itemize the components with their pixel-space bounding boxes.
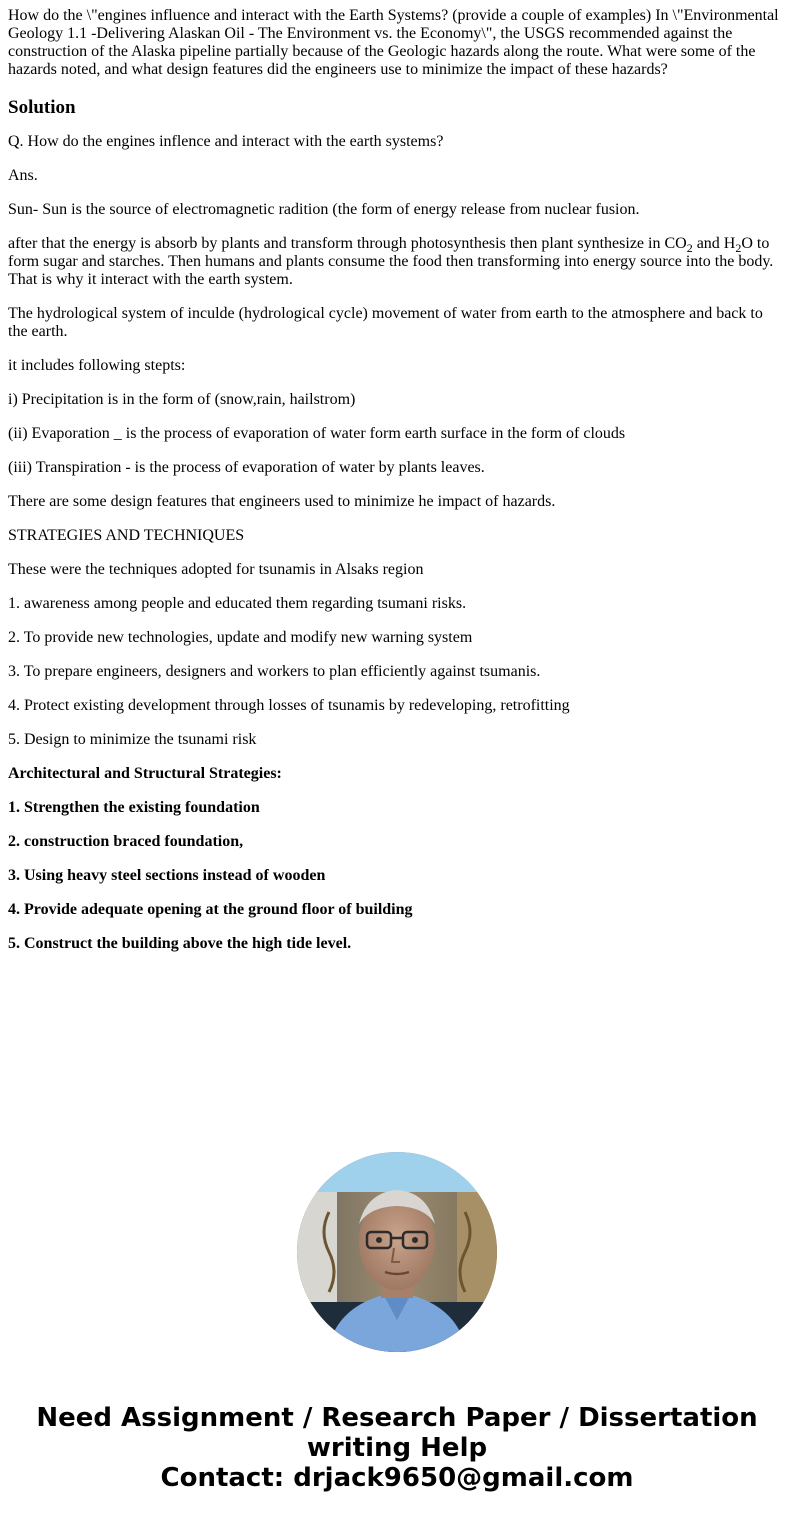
promo-line-2: writing Help <box>306 1433 488 1463</box>
promo-line-1: Need Assignment / Research Paper / Dissertation <box>36 1403 758 1433</box>
technique-item: 4. Protect existing development through losses of tsunamis by redeveloping, retrofitting <box>8 697 570 714</box>
design-intro: There are some design features that engineers used to minimize he impact of hazards. <box>8 493 556 510</box>
photosynthesis-text-1: after that the energy is absorb by plants and transform through photosynthesis then plant synthesize in CO <box>8 235 687 252</box>
promo-contact-line: Contact: drjack9650@gmail.com <box>160 1463 634 1493</box>
sun-paragraph: Sun- Sun is the source of electromagnetic radition (the form of energy release from nuclear fusion. <box>8 201 640 218</box>
tsunami-intro: These were the techniques adopted for tsunamis in Alsaks region <box>8 561 424 578</box>
architectural-item: 1. Strengthen the existing foundation <box>8 799 260 816</box>
step-precipitation: i) Precipitation is in the form of (snow,rain, hailstrom) <box>8 391 356 408</box>
architectural-item: 5. Construct the building above the high tide level. <box>8 935 352 952</box>
architectural-item: 3. Using heavy steel sections instead of wooden <box>8 867 326 884</box>
technique-item: 5. Design to minimize the tsunami risk <box>8 731 257 748</box>
strategies-heading: STRATEGIES AND TECHNIQUES <box>8 527 245 544</box>
photosynthesis-paragraph <box>8 235 786 289</box>
solution-heading: Solution <box>8 97 76 118</box>
question-text: How do the \"engines influence and interact with the Earth Systems? (provide a couple of examples) In \"Environmental Geology 1.1 -Delivering Alaskan Oil - The Environment vs. the Economy\", the USGS recommended against the construction of the Alaska pipeline partially because of the Geologic hazards along the route. What were some of the hazards noted, and what design features did the engineers use to minimize the impact of these hazards? <box>8 7 779 78</box>
architectural-heading: Architectural and Structural Strategies: <box>8 765 282 782</box>
step-transpiration: (iii) Transpiration - is the process of evaporation of water by plants leaves. <box>8 459 485 476</box>
steps-intro: it includes following stepts: <box>8 357 186 374</box>
answer-section <box>8 133 786 953</box>
subscript-2-co2: 2 <box>686 241 693 255</box>
technique-item: 2. To provide new technologies, update and modify new warning system <box>8 629 473 646</box>
architectural-item: 4. Provide adequate opening at the ground floor of building <box>8 901 413 918</box>
technique-item: 1. awareness among people and educated them regarding tsumani risks. <box>8 595 467 612</box>
promo-banner <box>0 1403 794 1493</box>
avatar-portrait-image <box>297 1152 497 1352</box>
technique-item: 3. To prepare engineers, designers and workers to plan efficiently against tsumanis. <box>8 663 541 680</box>
photosynthesis-text-3: O to form sugar and starches. Then humans and plants consume the food then transforming into energy source into the body. That is why it interact with the earth system. <box>8 235 774 288</box>
tutor-avatar <box>297 1152 497 1352</box>
hydrological-paragraph: The hydrological system of inculde (hydrological cycle) movement of water from earth to the atmosphere and back to the earth. <box>8 305 763 340</box>
document-body <box>8 7 786 953</box>
answer-question-line: Q. How do the engines inflence and interact with the earth systems? <box>8 133 444 150</box>
subscript-2-h2o: 2 <box>735 241 742 255</box>
architectural-item: 2. construction braced foundation, <box>8 833 244 850</box>
photosynthesis-text-2: and H <box>692 235 736 252</box>
answer-label: Ans. <box>8 167 38 184</box>
step-evaporation: (ii) Evaporation _ is the process of evaporation of water form earth surface in the form of clouds <box>8 425 626 442</box>
